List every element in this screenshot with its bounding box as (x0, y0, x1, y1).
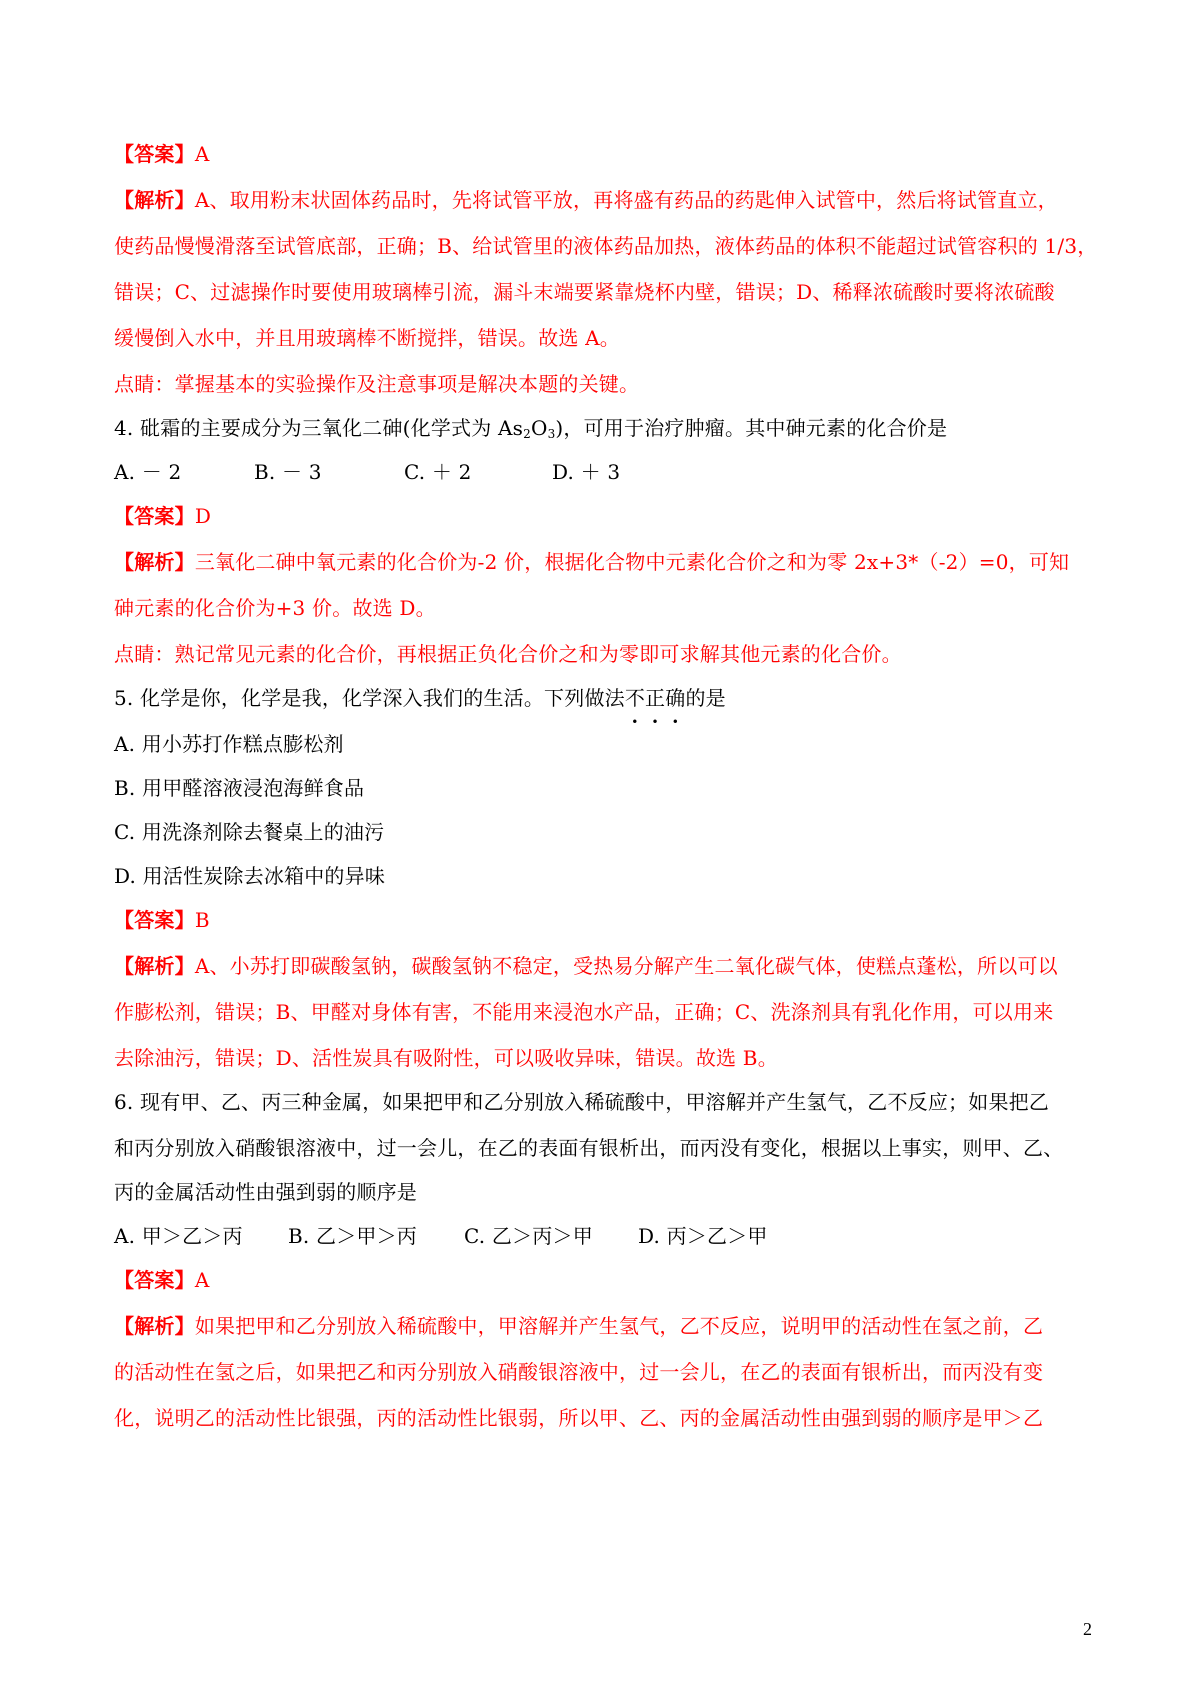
analysis-tag: 【解析】 (114, 1314, 195, 1338)
q5-option-c: C. 用洗涤剂除去餐桌上的油污 (114, 820, 385, 844)
analysis-text: A、小苏打即碳酸氢钠，碳酸氢钠不稳定，受热易分解产生二氧化碳气体，使糕点蓬松，所以可以 (194, 954, 1058, 978)
q4-option-b: B. － 3 (254, 460, 322, 484)
q6-options (114, 1222, 768, 1250)
q4-answer-line (114, 502, 211, 530)
page-number: 2 (1083, 1619, 1092, 1639)
answer-tag: 【答案】 (114, 908, 195, 932)
q5-option-d: D. 用活性炭除去冰箱中的异味 (114, 864, 386, 888)
q4-analysis-line-1 (114, 548, 1069, 576)
q4-option-c: C. ＋ 2 (404, 460, 472, 484)
q4-options (114, 458, 620, 486)
analysis-tag: 【解析】 (114, 188, 195, 212)
answer-value: D (194, 504, 212, 528)
q4-subscript-1: 2 (523, 427, 531, 441)
q4-stem-part-c: )，可用于治疗肿瘤。其中砷元素的化合价是 (555, 416, 948, 440)
answer-value: A (194, 142, 210, 166)
answer-tag: 【答案】 (114, 504, 195, 528)
q5-stem (114, 684, 726, 712)
q6-analysis-line-2: 的活动性在氢之后，如果把乙和丙分别放入硝酸银溶液中，过一会儿，在乙的表面有银析出，而丙没有变 (114, 1360, 1044, 1384)
q4-stem-part-b: O (530, 416, 548, 440)
q6-stem-line-2: 和丙分别放入硝酸银溶液中，过一会儿，在乙的表面有银析出，而丙没有变化，根据以上事实，则甲、乙、 (114, 1136, 1064, 1160)
q5-stem-part-a: 5. 化学是你，化学是我，化学深入我们的生活。下列做法 (114, 686, 625, 710)
q5-stem-part-b: 的是 (685, 686, 726, 710)
q3-analysis-line-1 (114, 186, 1058, 214)
q5-emphasis-char-1: 不 (624, 686, 646, 710)
q6-analysis-line-1 (114, 1312, 1043, 1340)
q6-option-c: C. 乙＞丙＞甲 (464, 1224, 593, 1248)
answer-value: B (194, 908, 210, 932)
analysis-tag: 【解析】 (114, 550, 195, 574)
q3-analysis-line-3: 错误；C、过滤操作时要使用玻璃棒引流，漏斗末端要紧靠烧杯内壁，错误；D、稀释浓硫酸时要将浓硫酸 (114, 280, 1055, 304)
q6-stem-line-3: 丙的金属活动性由强到弱的顺序是 (114, 1180, 417, 1204)
q3-analysis-line-4: 缓慢倒入水中，并且用玻璃棒不断搅拌，错误。故选 A。 (114, 326, 621, 350)
analysis-text: 三氧化二砷中氧元素的化合价为-2 价，根据化合物中元素化合价之和为零 2x+3*（-2）=0，可知 (194, 550, 1070, 574)
analysis-text: 如果把甲和乙分别放入稀硫酸中，甲溶解并产生氢气，乙不反应，说明甲的活动性在氢之前，乙 (194, 1314, 1044, 1338)
q5-emphasis-char-3: 确 (665, 686, 686, 710)
q4-stem (114, 414, 947, 442)
analysis-text: A、取用粉末状固体药品时，先将试管平放，再将盛有药品的药匙伸入试管中，然后将试管直立， (194, 188, 1058, 212)
q6-option-d: D. 丙＞乙＞甲 (638, 1224, 768, 1248)
q4-stem-part-a: 4. 砒霜的主要成分为三氧化二砷(化学式为 As (114, 416, 524, 440)
q5-analysis-line-2: 作膨松剂，错误；B、甲醛对身体有害，不能用来浸泡水产品，正确；C、洗涤剂具有乳化作用，可以用来 (114, 1000, 1054, 1024)
q5-analysis-line-1 (114, 952, 1058, 980)
q5-emphasis-char-2: 正 (645, 686, 666, 710)
q6-option-b: B. 乙＞甲＞丙 (288, 1224, 418, 1248)
q6-option-a: A. 甲＞乙＞丙 (114, 1224, 243, 1248)
q5-option-b: B. 用甲醛溶液浸泡海鲜食品 (114, 776, 365, 800)
q6-stem-line-1: 6. 现有甲、乙、丙三种金属，如果把甲和乙分别放入稀硫酸中，甲溶解并产生氢气，乙不反应；如果把乙 (114, 1090, 1050, 1114)
q4-analysis-line-2: 砷元素的化合价为+3 价。故选 D。 (114, 596, 436, 620)
q4-option-d: D. ＋ 3 (552, 460, 621, 484)
q4-option-a: A. － 2 (114, 460, 182, 484)
q5-option-a: A. 用小苏打作糕点膨松剂 (114, 732, 344, 756)
q5-answer-line (114, 906, 210, 934)
q3-answer-line (114, 140, 209, 168)
q4-tip: 点睛：熟记常见元素的化合价，再根据正负化合价之和为零即可求解其他元素的化合价。 (114, 642, 902, 666)
answer-value: A (194, 1268, 210, 1292)
answer-tag: 【答案】 (114, 1268, 195, 1292)
q4-subscript-2: 3 (547, 427, 556, 441)
q3-analysis-line-2: 使药品慢慢滑落至试管底部，正确；B、给试管里的液体药品加热，液体药品的体积不能超过试管容积的 1/3， (114, 234, 1098, 258)
q6-answer-line (114, 1266, 209, 1294)
q5-analysis-line-3: 去除油污，错误；D、活性炭具有吸附性，可以吸收异味，错误。故选 B。 (114, 1046, 778, 1070)
q3-tip: 点睛：掌握基本的实验操作及注意事项是解决本题的关键。 (114, 372, 640, 396)
analysis-tag: 【解析】 (114, 954, 195, 978)
q6-analysis-line-3: 化，说明乙的活动性比银强，丙的活动性比银弱，所以甲、乙、丙的金属活动性由强到弱的顺序是甲＞乙 (114, 1406, 1044, 1430)
answer-tag: 【答案】 (114, 142, 195, 166)
